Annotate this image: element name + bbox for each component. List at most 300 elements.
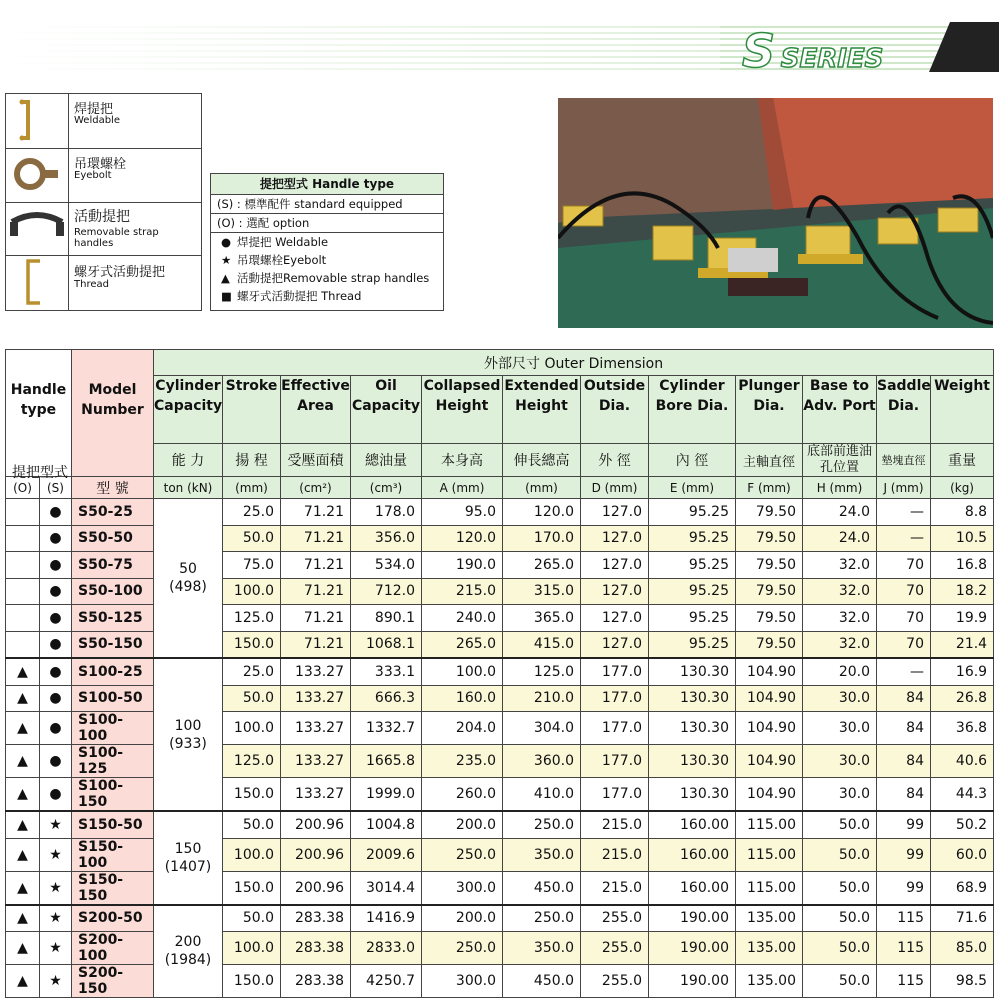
outside-cell: 177.0 [581, 658, 649, 685]
extended-cell: 365.0 [503, 605, 581, 632]
area-cell: 71.21 [281, 525, 351, 552]
model-cell: S50-150 [72, 631, 154, 658]
handle-o-header: (O) [6, 477, 40, 499]
extended-cell: 350.0 [503, 838, 581, 871]
model-cell: S100-25 [72, 658, 154, 685]
handle-o-cell: ▲ [6, 658, 40, 685]
handle-o-cell [6, 631, 40, 658]
stroke-cell: 100.0 [223, 578, 281, 605]
table-row [6, 905, 994, 932]
handle-s-cell: ● [40, 605, 72, 632]
handle-s-cell: ● [40, 525, 72, 552]
model-cell: S50-25 [72, 499, 154, 526]
oil-cell: 1068.1 [351, 631, 422, 658]
model-cell: S50-50 [72, 525, 154, 552]
collapsed-cell: 250.0 [422, 838, 503, 871]
header-fade [0, 22, 720, 72]
weight-cell: 16.8 [931, 552, 994, 579]
handle-s-cell: ● [40, 778, 72, 812]
outside-cell: 255.0 [581, 905, 649, 932]
saddle-cell: — [877, 658, 931, 685]
handle-o-cell [6, 605, 40, 632]
weight-cell: 60.0 [931, 838, 994, 871]
handle-o-cell [6, 578, 40, 605]
extended-cell: 410.0 [503, 778, 581, 812]
base-cell: 30.0 [803, 745, 877, 778]
saddle-cell: 70 [877, 578, 931, 605]
handle-s-cell: ● [40, 685, 72, 712]
symbol-text: 螺牙式活動提把 Thread [237, 289, 362, 303]
bore-header-en: Cylinder Bore Dia. [649, 376, 736, 444]
base-header-zh: 底部前進油孔位置 [803, 444, 877, 477]
model-cell: S100-150 [72, 778, 154, 812]
legend-zh: 焊提把 [74, 102, 114, 117]
weight-cell: 10.5 [931, 525, 994, 552]
plunger-cell: 79.50 [736, 605, 803, 632]
plunger-cell: 104.90 [736, 658, 803, 685]
handle-o-cell: ▲ [6, 905, 40, 932]
area-cell: 133.27 [281, 778, 351, 812]
area-cell: 71.21 [281, 578, 351, 605]
oil-cell: 1004.8 [351, 811, 422, 838]
legend-zh: 活動提把 [74, 209, 130, 225]
symbol-thread [211, 287, 443, 305]
capacity-cell [154, 811, 223, 905]
area-header-en: Effective Area [281, 376, 351, 444]
handle-s-cell: ★ [40, 838, 72, 871]
outside-cell: 215.0 [581, 838, 649, 871]
saddle-cell: — [877, 525, 931, 552]
extended-header-zh: 伸長總高 [503, 444, 581, 477]
bore-header-zh: 內 徑 [649, 444, 736, 477]
outside-header-en: Outside Dia. [581, 376, 649, 444]
stroke-cell: 50.0 [223, 525, 281, 552]
handle-o-cell [6, 525, 40, 552]
handle-s-cell: ★ [40, 811, 72, 838]
collapsed-header-en: Collapsed Height [422, 376, 503, 444]
weight-cell: 16.9 [931, 658, 994, 685]
handle-type-option: (O) : 選配 option [211, 214, 443, 233]
area-cell: 71.21 [281, 631, 351, 658]
handle-o-cell: ▲ [6, 745, 40, 778]
plunger-cell: 135.00 [736, 932, 803, 965]
legend-zh: 吊環螺栓 [74, 157, 127, 172]
oil-cell: 333.1 [351, 658, 422, 685]
plunger-cell: 79.50 [736, 552, 803, 579]
series-title [742, 24, 883, 78]
handle-s-cell: ● [40, 712, 72, 745]
saddle-cell: — [877, 499, 931, 526]
saddle-cell: 84 [877, 712, 931, 745]
area-cell: 200.96 [281, 838, 351, 871]
handle-legend [5, 93, 202, 311]
handle-type-box [210, 173, 444, 311]
outside-cell: 127.0 [581, 631, 649, 658]
bore-cell: 95.25 [649, 578, 736, 605]
outside-cell: 127.0 [581, 552, 649, 579]
base-cell: 30.0 [803, 685, 877, 712]
area-cell: 133.27 [281, 712, 351, 745]
handle-type-header [6, 350, 72, 477]
extended-cell: 250.0 [503, 811, 581, 838]
area-unit: (cm²) [281, 477, 351, 499]
extended-unit: (mm) [503, 477, 581, 499]
model-header [72, 350, 154, 477]
base-cell: 30.0 [803, 778, 877, 812]
bore-cell: 130.30 [649, 712, 736, 745]
collapsed-cell: 95.0 [422, 499, 503, 526]
handle-s-cell: ● [40, 631, 72, 658]
legend-en: Eyebolt [74, 170, 112, 181]
weight-header-zh: 重量 [931, 444, 994, 477]
base-unit: H (mm) [803, 477, 877, 499]
plunger-cell: 115.00 [736, 871, 803, 905]
model-cell: S50-125 [72, 605, 154, 632]
outside-cell: 127.0 [581, 578, 649, 605]
base-cell: 32.0 [803, 605, 877, 632]
symbol-text: 吊環螺栓Eyebolt [237, 253, 327, 267]
collapsed-cell: 200.0 [422, 811, 503, 838]
strap-handle-icon [6, 202, 69, 255]
stroke-cell: 150.0 [223, 778, 281, 812]
plunger-header-en: Plunger Dia. [736, 376, 803, 444]
bore-unit: E (mm) [649, 477, 736, 499]
saddle-header-en: Saddle Dia. [877, 376, 931, 444]
oil-cell: 4250.7 [351, 965, 422, 998]
area-cell: 283.38 [281, 965, 351, 998]
stroke-cell: 50.0 [223, 905, 281, 932]
stroke-header-en: Stroke [223, 376, 281, 444]
symbol-weldable [211, 233, 443, 251]
outer-dimension-header: 外部尺寸 Outer Dimension [154, 350, 994, 376]
collapsed-cell: 190.0 [422, 552, 503, 579]
area-cell: 283.38 [281, 932, 351, 965]
weight-cell: 44.3 [931, 778, 994, 812]
area-cell: 200.96 [281, 871, 351, 905]
stroke-cell: 25.0 [223, 658, 281, 685]
capacity-ton: 150 [174, 840, 202, 857]
bore-cell: 130.30 [649, 745, 736, 778]
weight-cell: 68.9 [931, 871, 994, 905]
collapsed-cell: 250.0 [422, 932, 503, 965]
handle-s-cell: ★ [40, 871, 72, 905]
bore-cell: 160.00 [649, 811, 736, 838]
model-cell: S150-150 [72, 871, 154, 905]
weight-unit: (kg) [931, 477, 994, 499]
handle-s-cell: ● [40, 658, 72, 685]
model-cell: S50-75 [72, 552, 154, 579]
handle-s-cell: ● [40, 552, 72, 579]
oil-cell: 3014.4 [351, 871, 422, 905]
series-word: SERIES [780, 44, 884, 74]
plunger-cell: 115.00 [736, 838, 803, 871]
handle-o-cell [6, 499, 40, 526]
handle-header-en: Handle type [10, 382, 67, 418]
saddle-cell: 99 [877, 871, 931, 905]
collapsed-cell: 200.0 [422, 905, 503, 932]
extended-cell: 360.0 [503, 745, 581, 778]
plunger-cell: 135.00 [736, 905, 803, 932]
collapsed-cell: 260.0 [422, 778, 503, 812]
area-cell: 133.27 [281, 745, 351, 778]
extended-cell: 415.0 [503, 631, 581, 658]
plunger-cell: 104.90 [736, 745, 803, 778]
legend-en: Thread [74, 279, 109, 290]
bore-cell: 95.25 [649, 552, 736, 579]
plunger-cell: 115.00 [736, 811, 803, 838]
handle-o-cell [6, 552, 40, 579]
capacity-kn: (933) [169, 735, 207, 752]
area-cell: 283.38 [281, 905, 351, 932]
symbol-glyph: ▲ [221, 271, 230, 285]
outside-cell: 215.0 [581, 811, 649, 838]
handle-o-cell: ▲ [6, 685, 40, 712]
bore-cell: 95.25 [649, 525, 736, 552]
base-cell: 32.0 [803, 631, 877, 658]
capacity-cell [154, 905, 223, 998]
outside-cell: 177.0 [581, 778, 649, 812]
handle-s-cell: ★ [40, 965, 72, 998]
saddle-cell: 99 [877, 811, 931, 838]
oil-unit: (cm³) [351, 477, 422, 499]
extended-cell: 170.0 [503, 525, 581, 552]
weight-cell: 8.8 [931, 499, 994, 526]
model-cell: S150-50 [72, 811, 154, 838]
outside-unit: D (mm) [581, 477, 649, 499]
oil-header-en: Oil Capacity [351, 376, 422, 444]
weight-cell: 36.8 [931, 712, 994, 745]
legend-row-thread [6, 255, 201, 310]
weight-cell: 21.4 [931, 631, 994, 658]
base-cell: 30.0 [803, 712, 877, 745]
stroke-cell: 50.0 [223, 685, 281, 712]
legend-row-eyebolt [6, 148, 201, 203]
plunger-unit: F (mm) [736, 477, 803, 499]
spec-table-body [6, 499, 994, 998]
handle-s-cell: ★ [40, 905, 72, 932]
stroke-unit: (mm) [223, 477, 281, 499]
stroke-cell: 100.0 [223, 712, 281, 745]
saddle-cell: 70 [877, 605, 931, 632]
area-cell: 133.27 [281, 685, 351, 712]
oil-cell: 712.0 [351, 578, 422, 605]
symbol-text: 活動提把Removable strap handles [237, 271, 430, 285]
capacity-ton: 100 [174, 717, 202, 734]
plunger-cell: 135.00 [736, 965, 803, 998]
saddle-cell: 84 [877, 745, 931, 778]
bore-cell: 130.30 [649, 778, 736, 812]
series-letter: S [742, 24, 776, 78]
symbol-text: 焊提把 Weldable [237, 235, 329, 249]
extended-cell: 125.0 [503, 658, 581, 685]
saddle-cell: 84 [877, 778, 931, 812]
weight-cell: 50.2 [931, 811, 994, 838]
bore-cell: 95.25 [649, 605, 736, 632]
area-cell: 71.21 [281, 499, 351, 526]
stroke-header-zh: 揚 程 [223, 444, 281, 477]
table-row [6, 499, 994, 526]
handle-s-header: (S) [40, 477, 72, 499]
bore-cell: 95.25 [649, 499, 736, 526]
product-photo [558, 98, 993, 328]
outside-header-zh: 外 徑 [581, 444, 649, 477]
base-cell: 50.0 [803, 905, 877, 932]
bore-cell: 190.00 [649, 932, 736, 965]
stroke-cell: 125.0 [223, 605, 281, 632]
bore-cell: 160.00 [649, 838, 736, 871]
outside-cell: 177.0 [581, 745, 649, 778]
collapsed-cell: 160.0 [422, 685, 503, 712]
collapsed-cell: 265.0 [422, 631, 503, 658]
capacity-unit: ton (kN) [154, 477, 223, 499]
collapsed-cell: 100.0 [422, 658, 503, 685]
oil-cell: 2009.6 [351, 838, 422, 871]
stroke-cell: 100.0 [223, 838, 281, 871]
oil-cell: 356.0 [351, 525, 422, 552]
stroke-cell: 125.0 [223, 745, 281, 778]
base-cell: 32.0 [803, 552, 877, 579]
legend-en: Weldable [74, 115, 120, 126]
outside-cell: 255.0 [581, 932, 649, 965]
base-cell: 24.0 [803, 525, 877, 552]
collapsed-cell: 240.0 [422, 605, 503, 632]
handle-o-cell: ▲ [6, 932, 40, 965]
handle-s-cell: ★ [40, 932, 72, 965]
handle-o-cell: ▲ [6, 871, 40, 905]
table-row [6, 811, 994, 838]
stroke-cell: 75.0 [223, 552, 281, 579]
oil-cell: 1416.9 [351, 905, 422, 932]
capacity-cell [154, 658, 223, 811]
weight-cell: 98.5 [931, 965, 994, 998]
capacity-header-en: Cylinder Capacity [154, 376, 223, 444]
plunger-cell: 104.90 [736, 778, 803, 812]
outside-cell: 127.0 [581, 605, 649, 632]
symbol-strap [211, 269, 443, 287]
oil-cell: 534.0 [351, 552, 422, 579]
weight-cell: 71.6 [931, 905, 994, 932]
handle-type-standard: (S) : 標準配件 standard equipped [211, 195, 443, 214]
saddle-cell: 115 [877, 905, 931, 932]
base-cell: 50.0 [803, 965, 877, 998]
oil-cell: 890.1 [351, 605, 422, 632]
model-cell: S50-100 [72, 578, 154, 605]
capacity-cell [154, 499, 223, 659]
area-header-zh: 受壓面積 [281, 444, 351, 477]
model-header-zh: 型 號 [72, 477, 154, 499]
spec-table [5, 349, 994, 998]
collapsed-cell: 235.0 [422, 745, 503, 778]
area-cell: 133.27 [281, 658, 351, 685]
base-cell: 50.0 [803, 838, 877, 871]
handle-o-cell: ▲ [6, 811, 40, 838]
outside-cell: 177.0 [581, 712, 649, 745]
model-cell: S150-100 [72, 838, 154, 871]
oil-cell: 1999.0 [351, 778, 422, 812]
oil-cell: 178.0 [351, 499, 422, 526]
oil-cell: 2833.0 [351, 932, 422, 965]
extended-cell: 210.0 [503, 685, 581, 712]
handle-header-zh: 提把型式 [12, 465, 68, 481]
outside-cell: 215.0 [581, 871, 649, 905]
model-cell: S200-50 [72, 905, 154, 932]
collapsed-unit: A (mm) [422, 477, 503, 499]
stroke-cell: 100.0 [223, 932, 281, 965]
model-cell: S100-125 [72, 745, 154, 778]
base-cell: 32.0 [803, 578, 877, 605]
extended-cell: 304.0 [503, 712, 581, 745]
saddle-unit: J (mm) [877, 477, 931, 499]
capacity-header-zh: 能 力 [154, 444, 223, 477]
outside-cell: 127.0 [581, 525, 649, 552]
plunger-cell: 104.90 [736, 712, 803, 745]
saddle-header-zh: 墊塊直徑 [877, 444, 931, 477]
handle-o-cell: ▲ [6, 838, 40, 871]
extended-cell: 350.0 [503, 932, 581, 965]
symbol-glyph: ■ [221, 289, 232, 303]
stroke-cell: 25.0 [223, 499, 281, 526]
model-cell: S100-100 [72, 712, 154, 745]
saddle-cell: 70 [877, 631, 931, 658]
base-cell: 24.0 [803, 499, 877, 526]
extended-cell: 315.0 [503, 578, 581, 605]
area-cell: 200.96 [281, 811, 351, 838]
base-cell: 50.0 [803, 871, 877, 905]
capacity-kn: (1407) [164, 858, 212, 875]
base-cell: 50.0 [803, 811, 877, 838]
symbol-glyph: ★ [221, 253, 232, 267]
stroke-cell: 50.0 [223, 811, 281, 838]
stroke-cell: 150.0 [223, 965, 281, 998]
saddle-cell: 70 [877, 552, 931, 579]
collapsed-cell: 204.0 [422, 712, 503, 745]
extended-cell: 450.0 [503, 871, 581, 905]
outside-cell: 127.0 [581, 499, 649, 526]
plunger-header-zh: 主軸直徑 [736, 444, 803, 477]
capacity-kn: (1984) [164, 952, 212, 969]
base-cell: 50.0 [803, 932, 877, 965]
weldable-handle-icon [6, 94, 69, 148]
oil-cell: 1332.7 [351, 712, 422, 745]
oil-header-zh: 總油量 [351, 444, 422, 477]
bore-cell: 190.00 [649, 965, 736, 998]
bore-cell: 130.30 [649, 658, 736, 685]
oil-cell: 666.3 [351, 685, 422, 712]
table-row [6, 658, 994, 685]
base-header-en: Base to Adv. Port [803, 376, 877, 444]
collapsed-cell: 300.0 [422, 965, 503, 998]
capacity-ton: 50 [179, 561, 197, 577]
legend-row-weldable [6, 94, 201, 149]
thread-handle-icon [6, 255, 69, 310]
weight-cell: 40.6 [931, 745, 994, 778]
bore-cell: 160.00 [649, 871, 736, 905]
handle-o-cell: ▲ [6, 712, 40, 745]
extended-cell: 450.0 [503, 965, 581, 998]
bore-cell: 130.30 [649, 685, 736, 712]
handle-type-title: 提把型式 Handle type [211, 174, 443, 195]
eyebolt-icon [6, 148, 69, 202]
base-cell: 20.0 [803, 658, 877, 685]
capacity-ton: 200 [174, 934, 202, 951]
weight-header-en: Weight [931, 376, 994, 444]
handle-o-cell: ▲ [6, 778, 40, 812]
saddle-cell: 84 [877, 685, 931, 712]
area-cell: 71.21 [281, 552, 351, 579]
bore-cell: 190.00 [649, 905, 736, 932]
stroke-cell: 150.0 [223, 871, 281, 905]
outside-cell: 255.0 [581, 965, 649, 998]
